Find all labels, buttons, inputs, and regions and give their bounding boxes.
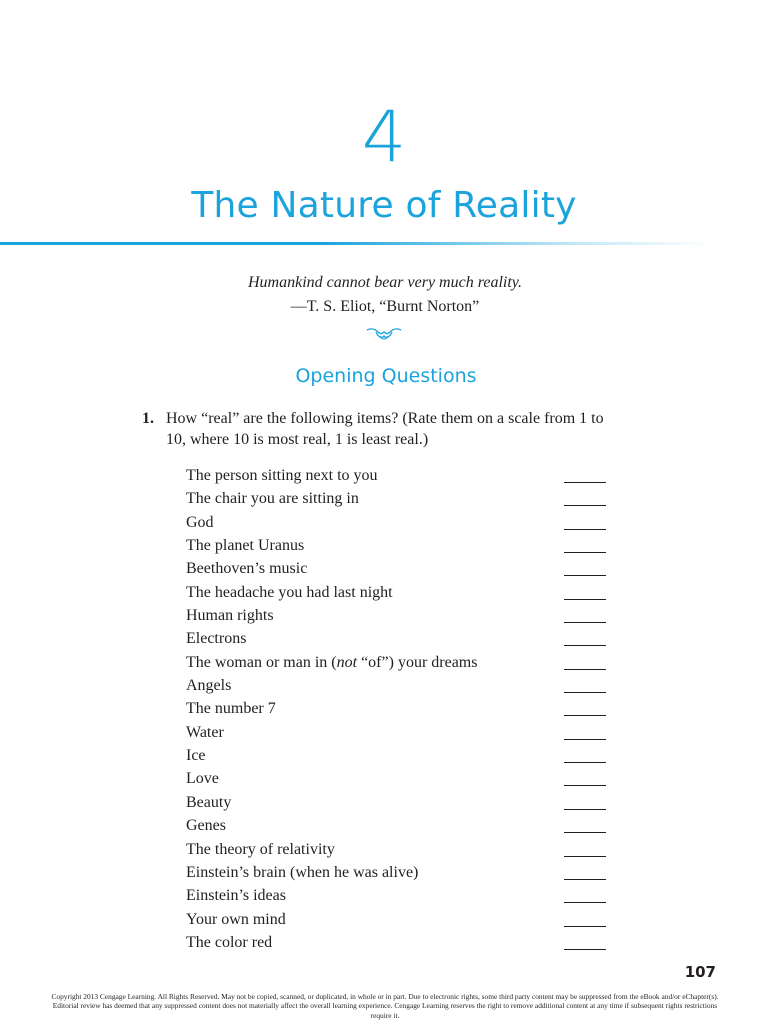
epigraph-quote: Humankind cannot bear very much reality. bbox=[247, 274, 522, 291]
rating-blank[interactable] bbox=[564, 599, 606, 600]
rating-blank[interactable] bbox=[564, 902, 606, 903]
list-item bbox=[186, 697, 626, 720]
item-label: The person sitting next to you bbox=[186, 467, 378, 484]
rating-blank[interactable] bbox=[564, 529, 606, 530]
rating-blank[interactable] bbox=[564, 482, 606, 483]
rating-blank[interactable] bbox=[564, 809, 606, 810]
rating-blank[interactable] bbox=[564, 622, 606, 623]
item-label: The number 7 bbox=[186, 700, 276, 718]
list-item bbox=[186, 557, 626, 580]
item-label: Beethoven’s music bbox=[186, 560, 308, 578]
copyright-notice: Copyright 2013 Cengage Learning. All Rights Reserved. May not be copied, scanned, or duplicated, in whole or in part. Due to electronic rights, some third party content may be suppressed from the eBook and/or eChapter(s). Editorial review has deemed that any suppressed content does not materially affect the overall learning experience. Cengage Learning reserves the right to remove additional content at any time if subsequent rights restrictions require it. bbox=[51, 992, 719, 1020]
item-label: Einstein’s ideas bbox=[186, 887, 286, 905]
list-item bbox=[186, 487, 626, 510]
list-item bbox=[186, 931, 626, 954]
list-item bbox=[186, 908, 626, 931]
list-item bbox=[186, 721, 626, 744]
epigraph-attribution: —T. S. Eliot, “Burnt Norton” bbox=[290, 298, 480, 315]
list-item bbox=[186, 674, 626, 697]
item-label-after: “of”) your dreams bbox=[357, 653, 478, 671]
list-item bbox=[186, 838, 626, 861]
list-item bbox=[186, 534, 626, 557]
rating-items-list bbox=[186, 464, 626, 954]
item-label: The planet Uranus bbox=[186, 537, 305, 555]
item-label: Genes bbox=[186, 817, 226, 835]
title-rule bbox=[0, 242, 712, 245]
rating-blank[interactable] bbox=[564, 575, 606, 576]
list-item bbox=[186, 464, 626, 487]
list-item bbox=[186, 627, 626, 650]
chapter-number: 4 bbox=[361, 96, 407, 178]
rating-blank[interactable] bbox=[564, 832, 606, 833]
list-item bbox=[186, 884, 626, 907]
item-label-emphasis: not bbox=[336, 653, 358, 671]
list-item bbox=[186, 767, 626, 790]
item-label: Einstein’s brain (when he was alive) bbox=[186, 863, 419, 881]
item-label: Love bbox=[186, 770, 219, 788]
rating-blank[interactable] bbox=[564, 926, 606, 927]
question-text: How “real” are the following items? (Rate them on a scale from 1 to 10, where 10 is most real, 1 is least real.) bbox=[166, 410, 604, 448]
chapter-title: The Nature of Reality bbox=[191, 185, 577, 226]
section-heading: Opening Questions bbox=[295, 365, 477, 387]
ornament-icon bbox=[366, 326, 402, 342]
rating-blank[interactable] bbox=[564, 762, 606, 763]
rating-blank[interactable] bbox=[564, 669, 606, 670]
list-item bbox=[186, 604, 626, 627]
question-1 bbox=[142, 408, 622, 450]
rating-blank[interactable] bbox=[564, 785, 606, 786]
rating-blank[interactable] bbox=[564, 949, 606, 950]
list-item bbox=[186, 744, 626, 767]
item-label: The headache you had last night bbox=[186, 583, 393, 601]
rating-blank[interactable] bbox=[564, 715, 606, 716]
item-label-before: The woman or man in ( bbox=[186, 653, 337, 671]
item-label: Your own mind bbox=[186, 910, 286, 928]
item-label: Electrons bbox=[186, 630, 247, 648]
item-label: The chair you are sitting in bbox=[186, 490, 359, 508]
list-item bbox=[186, 814, 626, 837]
rating-blank[interactable] bbox=[564, 645, 606, 646]
item-label: Angels bbox=[186, 677, 232, 695]
rating-blank[interactable] bbox=[564, 692, 606, 693]
rating-blank[interactable] bbox=[564, 856, 606, 857]
item-label: Beauty bbox=[186, 793, 232, 811]
list-item bbox=[186, 791, 626, 814]
item-label: Ice bbox=[186, 747, 206, 765]
list-item bbox=[186, 511, 626, 534]
item-label: The color red bbox=[186, 933, 273, 951]
item-label: Human rights bbox=[186, 607, 274, 625]
list-item bbox=[186, 651, 626, 674]
question-number: 1. bbox=[142, 410, 154, 427]
rating-blank[interactable] bbox=[564, 879, 606, 880]
item-label: God bbox=[186, 513, 214, 531]
rating-blank[interactable] bbox=[564, 505, 606, 506]
item-label: Water bbox=[186, 723, 224, 741]
rating-blank[interactable] bbox=[564, 552, 606, 553]
page-number: 107 bbox=[684, 963, 716, 981]
list-item bbox=[186, 581, 626, 604]
item-label: The theory of relativity bbox=[186, 840, 335, 858]
list-item bbox=[186, 861, 626, 884]
item-label bbox=[186, 651, 477, 674]
rating-blank[interactable] bbox=[564, 739, 606, 740]
